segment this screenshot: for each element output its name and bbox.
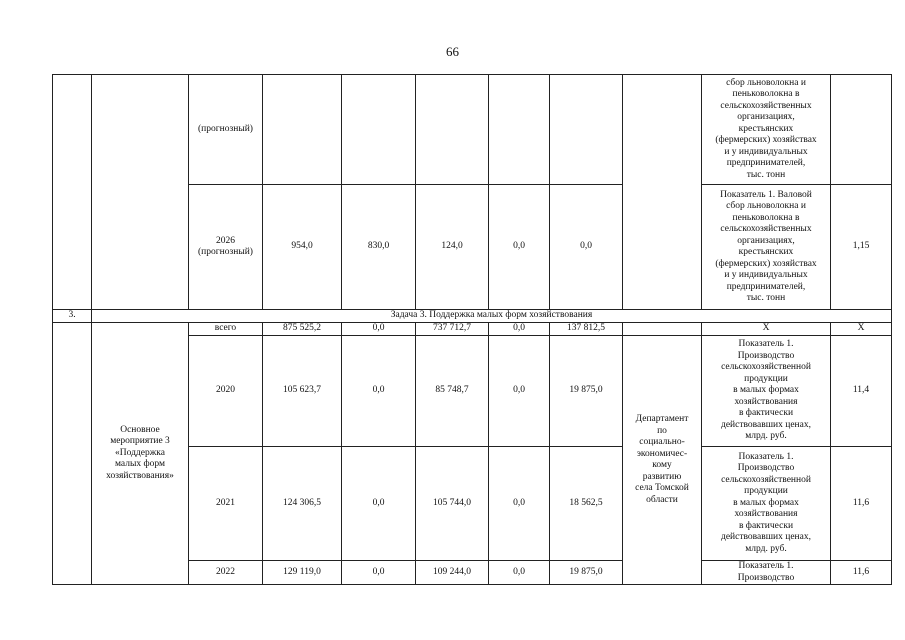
regional-cell: 124,0	[416, 185, 489, 310]
executor-cell	[623, 75, 702, 310]
regional-cell: 85 748,7	[416, 336, 489, 447]
value-cell: 1,15	[831, 185, 892, 310]
value-cell: Х	[831, 323, 892, 336]
indicator-cell: Показатель 1. Производство сельскохозяйственной продукции в малых формах хозяйствования в фактически действовавших ценах, млрд. руб.	[702, 447, 831, 561]
measure-cell	[92, 75, 189, 310]
table-row	[53, 75, 892, 185]
page-number: 66	[446, 44, 459, 59]
total-cell: 954,0	[263, 185, 342, 310]
federal-cell: 830,0	[342, 185, 416, 310]
task-number: 3.	[53, 310, 92, 323]
federal-cell: 0,0	[342, 447, 416, 561]
federal-cell: 0,0	[342, 561, 416, 585]
local-cell: 0,0	[489, 447, 550, 561]
year-cell: 2022	[189, 561, 263, 585]
local-cell: 0,0	[489, 185, 550, 310]
table-row	[53, 323, 892, 336]
indicator-cell: Показатель 1. Валовой сбор льноволокна и пеньковолокна в сельскохозяйственных организациях, крестьянских (фермерских) хозяйствах и у индивидуальных предпринимателей, тыс. тонн	[702, 185, 831, 310]
value-cell: 11,4	[831, 336, 892, 447]
extra-cell: 19 875,0	[550, 336, 623, 447]
extra-cell: 18 562,5	[550, 447, 623, 561]
local-cell: 0,0	[489, 561, 550, 585]
value-cell: 11,6	[831, 561, 892, 585]
indicator-cell: Х	[702, 323, 831, 336]
indicator-cell: сбор льноволокна и пеньковолокна в сельскохозяйственных организациях, крестьянских (фермерских) хозяйствах и у индивидуальных предпринимателей, тыс. тонн	[702, 75, 831, 185]
regional-cell: 737 712,7	[416, 323, 489, 336]
total-cell: 875 525,2	[263, 323, 342, 336]
local-cell: 0,0	[489, 336, 550, 447]
executor-cell: Департамент по социально- экономичес- кому развитию села Томской области	[623, 336, 702, 585]
local-cell: 0,0	[489, 323, 550, 336]
extra-cell: 137 812,5	[550, 323, 623, 336]
federal-cell: 0,0	[342, 323, 416, 336]
federal-cell: 0,0	[342, 336, 416, 447]
year-cell: 2026 (прогнозный)	[189, 185, 263, 310]
extra-cell: 0,0	[550, 185, 623, 310]
year-cell: 2021	[189, 447, 263, 561]
indicator-cell: Показатель 1. Производство сельскохозяйственной продукции в малых формах хозяйствования в фактически действовавших ценах, млрд. руб.	[702, 336, 831, 447]
year-cell: 2020	[189, 336, 263, 447]
value-cell: 11,6	[831, 447, 892, 561]
task-title: Задача 3. Поддержка малых форм хозяйствования	[92, 310, 892, 323]
year-cell: (прогнозный)	[189, 75, 263, 185]
task-row	[53, 310, 892, 323]
measure-name: Основное мероприятие 3 «Поддержка малых форм хозяйствования»	[92, 323, 189, 585]
regional-cell: 109 244,0	[416, 561, 489, 585]
total-cell: 105 623,7	[263, 336, 342, 447]
year-cell: всего	[189, 323, 263, 336]
num-cell	[53, 75, 92, 310]
total-cell: 124 306,5	[263, 447, 342, 561]
extra-cell: 19 875,0	[550, 561, 623, 585]
indicator-cell: Показатель 1. Производство	[702, 561, 831, 585]
regional-cell: 105 744,0	[416, 447, 489, 561]
total-cell: 129 119,0	[263, 561, 342, 585]
program-table	[52, 74, 892, 585]
